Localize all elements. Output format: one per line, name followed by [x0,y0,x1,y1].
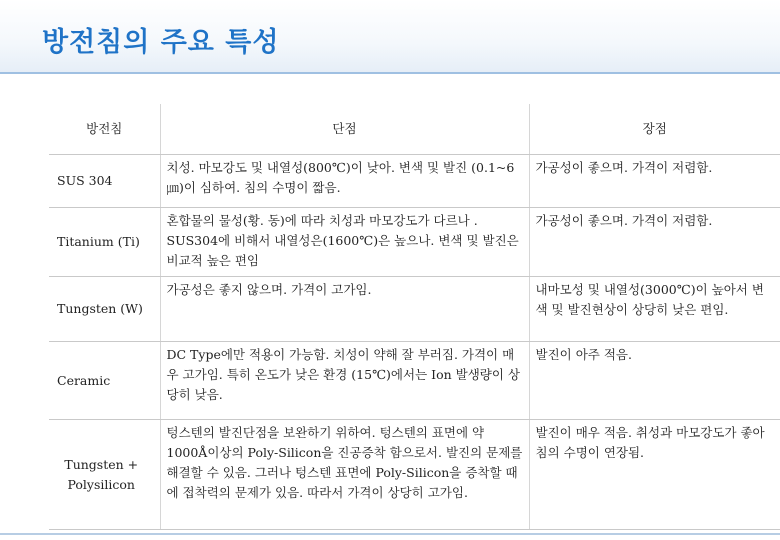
header-cons: 단점 [160,104,529,155]
header-divider [0,72,780,74]
properties-table [49,104,780,530]
electrode-name: Tungsten + Polysilicon [49,420,160,530]
cons-cell: 혼합물의 물성(황. 동)에 따라 치성과 마모강도가 다르나 . SUS304에 비해서 내열성은(1600℃)은 높으나. 변색 및 발진은 비교적 높은 편임 [160,208,529,277]
pros-cell: 가공성이 좋으며. 가격이 저렴함. [529,155,780,208]
cons-cell: 가공성은 좋지 않으며. 가격이 고가임. [160,277,529,342]
table-row [49,208,780,277]
table-row [49,420,780,530]
header-electrode: 방전침 [49,104,160,155]
table-row [49,277,780,342]
pros-cell: 내마모성 및 내열성(3000℃)이 높아서 변색 및 발진현상이 상당히 낮은 편임. [529,277,780,342]
footer-divider [0,533,780,535]
electrode-name: Tungsten (W) [49,277,160,342]
pros-cell: 발진이 아주 적음. [529,342,780,420]
electrode-name: Titanium (Ti) [49,208,160,277]
pros-cell: 발진이 매우 적음. 취성과 마모강도가 좋아 침의 수명이 연장됨. [529,420,780,530]
cons-cell: DC Type에만 적용이 가능함. 치성이 약해 잘 부러짐. 가격이 매우 고가임. 특히 온도가 낮은 환경 (15℃)에서는 Ion 발생량이 상당히 낮음. [160,342,529,420]
electrode-name: SUS 304 [49,155,160,208]
cons-cell: 치성. 마모강도 및 내열성(800℃)이 낮아. 변색 및 발진 (0.1~6㎛)이 심하여. 침의 수명이 짧음. [160,155,529,208]
table-header-row [49,104,780,155]
table-row [49,155,780,208]
page-title: 방전침의 주요 특성 [42,27,280,58]
pros-cell: 가공성이 좋으며. 가격이 저렴함. [529,208,780,277]
cons-cell: 텅스텐의 발진단점을 보완하기 위하여. 텅스텐의 표면에 약 1000Å이상의 Poly-Silicon을 진공증착 함으로서. 발진의 문제를 해결할 수 있음. 그러나 텅스텐 표면에 Poly-Silicon을 증착할 때에 접착력의 문제가 있음. 따라서 가격이 상당히 고가임. [160,420,529,530]
table-row [49,342,780,420]
electrode-name: Ceramic [49,342,160,420]
header-pros: 장점 [529,104,780,155]
